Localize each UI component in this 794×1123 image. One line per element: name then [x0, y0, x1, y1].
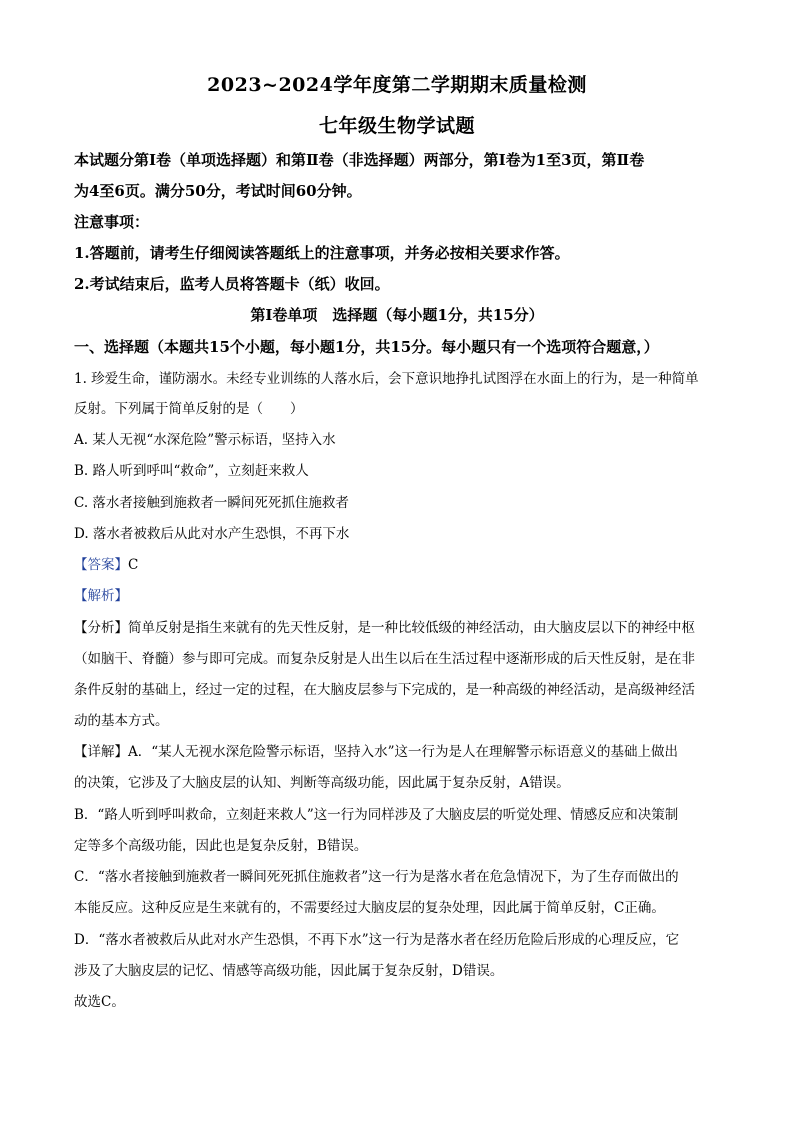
- fenxi-line-1: [74, 618, 724, 638]
- analysis-tag: 【解析】: [74, 588, 128, 604]
- xiangjie-line-b1: B．“路人听到呼叫救命，立刻赶来救人”这一行为同样涉及了大脑皮层的听觉处理、情感反应和决策制: [74, 807, 679, 823]
- conclusion: 故选C。: [74, 994, 125, 1010]
- option-c: C. 落水者接触到施救者一瞬间死死抓住施救者: [74, 495, 349, 511]
- xiangjie-line-d2: 涉及了大脑皮层的记忆、情感等高级功能，因此属于复杂反射，D错误。: [74, 963, 504, 979]
- xiangjie-line-a2: 的决策，它涉及了大脑皮层的认知、判断等高级功能，因此属于复杂反射，A错误。: [74, 775, 570, 791]
- fenxi-line-4: 动的基本方式。: [74, 713, 169, 729]
- xiangjie-line-a1: [74, 742, 724, 762]
- question-stem-line-1: 1. 珍爱生命，谨防溺水。未经专业训练的人落水后，会下意识地挣扎试图浮在水面上的行为，是一种简单: [74, 371, 699, 387]
- option-b: B. 路人听到呼叫“救命”，立刻赶来救人: [74, 463, 309, 479]
- exam-title: 2023~2024学年度第二学期期末质量检测: [207, 74, 587, 96]
- answer-row: [74, 555, 724, 575]
- fenxi-line-2: （如脑干、脊髓）参与即可完成。而复杂反射是人出生以后在生活过程中逐渐形成的后天性反射，是在非: [74, 651, 695, 667]
- question-stem-line-2: 反射。下列属于简单反射的是（ ）: [74, 401, 304, 417]
- option-a: A. 某人无视“水深危险”警示标语，坚持入水: [74, 432, 336, 448]
- part-heading: 一、选择题（本题共15个小题，每小题1分，共15分。每小题只有一个选项符合题意，）: [74, 338, 659, 356]
- fenxi-tag: 【分析】: [74, 620, 128, 636]
- intro-line-1: 本试题分第Ⅰ卷（单项选择题）和第Ⅱ卷（非选择题）两部分，第Ⅰ卷为1至3页，第Ⅱ卷: [74, 151, 645, 169]
- xiangjie-text-a1: A．“某人无视水深危险警示标语，坚持入水”这一行为是人在理解警示标语意义的基础上做出: [128, 744, 679, 760]
- answer-tag: 【答案】: [74, 557, 128, 573]
- fenxi-line-3: 条件反射的基础上，经过一定的过程，在大脑皮层参与下完成的，是一种高级的神经活动，是高级神经活: [74, 682, 695, 698]
- xiangjie-line-c2: 本能反应。这种反应是生来就有的，不需要经过大脑皮层的复杂处理，因此属于简单反射，C正确。: [74, 900, 665, 916]
- xiangjie-tag: 【详解】: [74, 744, 128, 760]
- fenxi-text-1: 简单反射是指生来就有的先天性反射，是一种比较低级的神经活动，由大脑皮层以下的神经中枢: [128, 620, 695, 636]
- notes-heading: 注意事项：: [74, 213, 150, 231]
- option-d: D. 落水者被救后从此对水产生恐惧，不再下水: [74, 526, 350, 542]
- xiangjie-line-c1: C．“落水者接触到施救者一瞬间死死抓住施救者”这一行为是落水者在危急情况下，为了生存而做出的: [74, 869, 679, 885]
- section-title: 第Ⅰ卷单项 选择题（每小题1分，共15分）: [250, 306, 544, 324]
- intro-line-2: 为4至6页。满分50分，考试时间60分钟。: [74, 182, 362, 200]
- notes-item-2: 2.考试结束后，监考人员将答题卡（纸）收回。: [74, 275, 390, 293]
- exam-subtitle: 七年级生物学试题: [318, 115, 475, 137]
- xiangjie-line-b2: 定等多个高级功能，因此也是复杂反射，B错误。: [74, 838, 368, 854]
- xiangjie-line-d1: D．“落水者被救后从此对水产生恐惧，不再下水”这一行为是落水者在经历危险后形成的心理反应，它: [74, 932, 680, 948]
- notes-item-1: 1.答题前，请考生仔细阅读答题纸上的注意事项，并务必按相关要求作答。: [74, 244, 570, 262]
- answer-value: C: [128, 557, 139, 573]
